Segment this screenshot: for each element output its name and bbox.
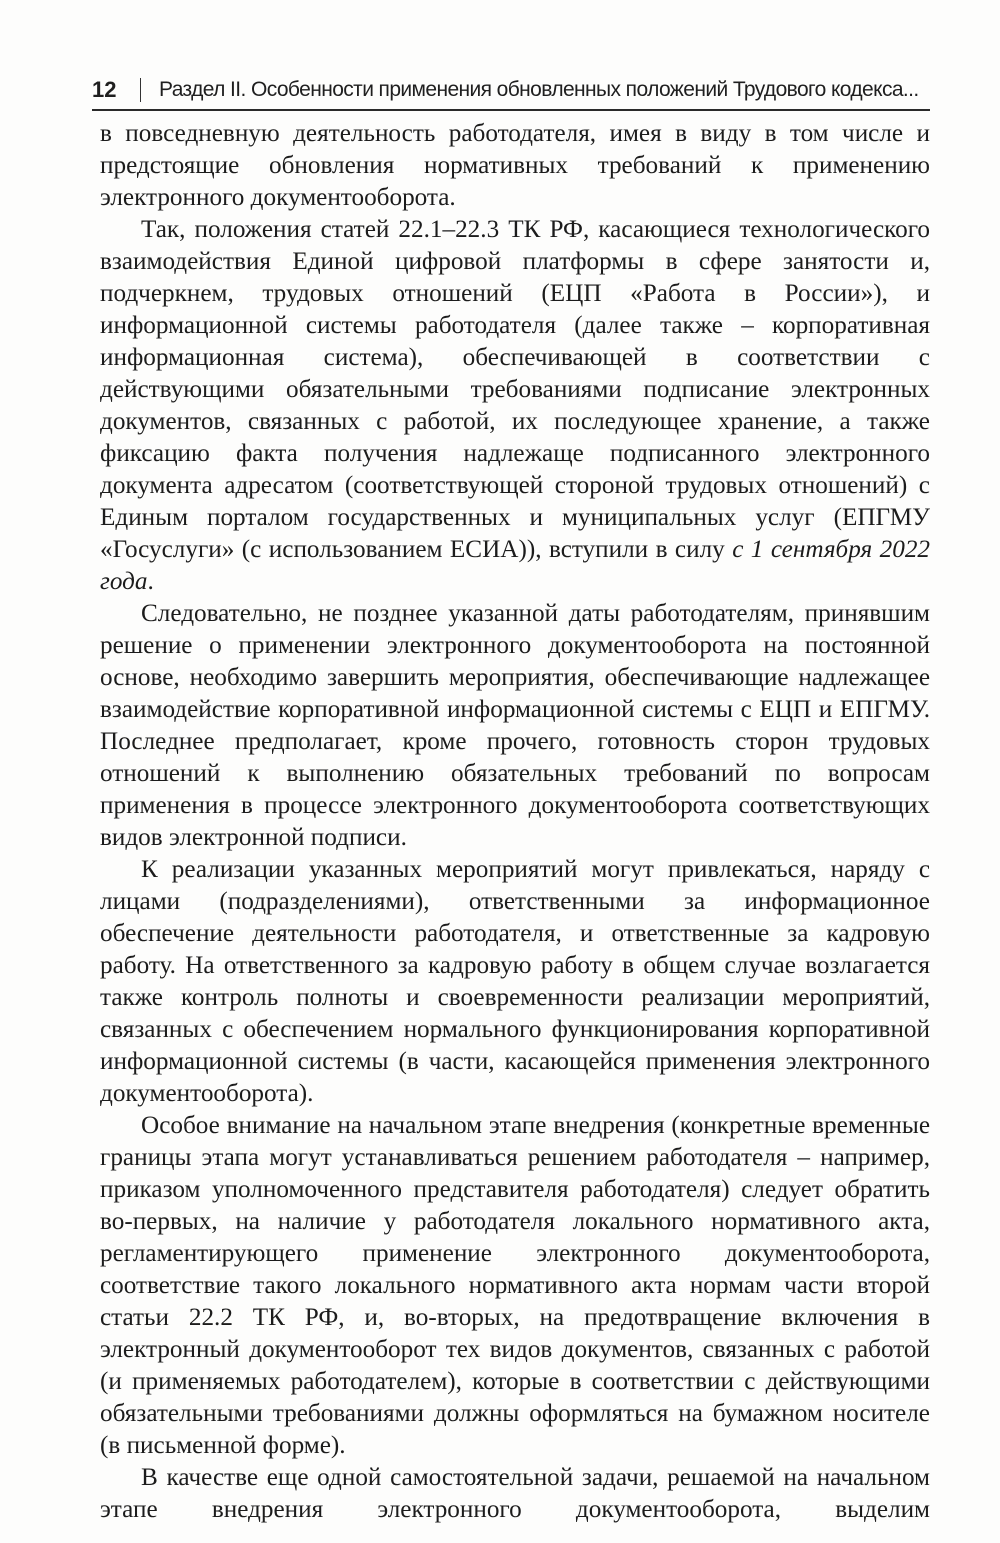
header-rule [92, 109, 930, 111]
paragraph-text: Следовательно, не позднее указанной даты работодателям, принявшим решение о применении электронного документооборота на постоянной основе, необходимо завершить мероприятия, обеспечивающие надлежащее взаимодействие корпоративной информационной системы с ЕЦП и ЕПГМУ. Последнее предполагает, кроме прочего, готовность сторон трудовых отношений к выполнению обязательных требований по вопросам применения в процессе электронного документооборота соответствующих видов электронной подписи. [100, 600, 930, 851]
paragraph-text: Так, положения статей 22.1–22.3 ТК РФ, касающиеся технологического взаимодействия Единой цифровой платформы в сфере занятости и, подчеркнем, трудовых отношений (ЕЦП «Работа в России»), и информационной системы работодателя (далее также – корпоративная информационная система), обеспечивающей в соответствии с действующими обязательными требованиями подписание электронных документов, связанных с работой, их последующее хранение, а также фиксацию факта получения надлежаще подписанного электронного документа адресатом (соответствующей стороной трудовых отношений) с Единым порталом государственных и муниципальных услуг (ЕПГМУ «Госуслуги» (с использованием ЕСИА)), вступили в силу [100, 216, 930, 563]
body-text [100, 118, 930, 1526]
paragraph [100, 1110, 930, 1462]
header-divider [140, 78, 141, 102]
emphasized-date: с 1 сентября 2022 года [100, 536, 931, 595]
paragraph-end: . [147, 568, 154, 595]
paragraph-text: В качестве еще одной самостоятельной задачи, решаемой на начальном этапе внедрения электронного документооборота, выделим [100, 1464, 930, 1523]
section-title: Раздел II. Особенности применения обновленных положений Трудового кодекса... [159, 78, 919, 101]
paragraph [100, 598, 930, 854]
running-header [92, 72, 932, 108]
paragraph-text: Особое внимание на начальном этапе внедрения (конкретные временные границы этапа могут устанавливаться решением работодателя – например, приказом уполномоченного представителя работодателя) следует обратить во-первых, на наличие у работодателя локального нормативного акта, регламентирующего применение электронного документооборота, соответствие такого локального нормативного акта нормам части второй статьи 22.2 ТК РФ, и, во-вторых, на предотвращение включения в электронный документооборот тех видов документов, связанных с работой (и применяемых работодателем), которые в соответствии с действующими обязательными требованиями должны оформляться на бумажном носителе (в письменной форме). [100, 1112, 930, 1459]
paragraph [100, 214, 930, 598]
paragraph-text: в повседневную деятельность работодателя, имея в виду в том числе и предстоящие обновления нормативных требований к применению электронного документооборота. [100, 120, 930, 211]
paragraph-continued [100, 118, 930, 214]
paragraph [100, 1462, 930, 1526]
page-number: 12 [92, 77, 117, 102]
paragraph [100, 854, 930, 1110]
paragraph-text: К реализации указанных мероприятий могут привлекаться, наряду с лицами (подразделениями), ответственными за информационное обеспечение деятельности работодателя, и ответственные за кадровую работу. На ответственного за кадровую работу в общем случае возлагается также контроль полноты и своевременности реализации мероприятий, связанных с обеспечением нормального функционирования корпоративной информационной системы (в части, касающейся применения электронного документооборота). [100, 856, 930, 1107]
